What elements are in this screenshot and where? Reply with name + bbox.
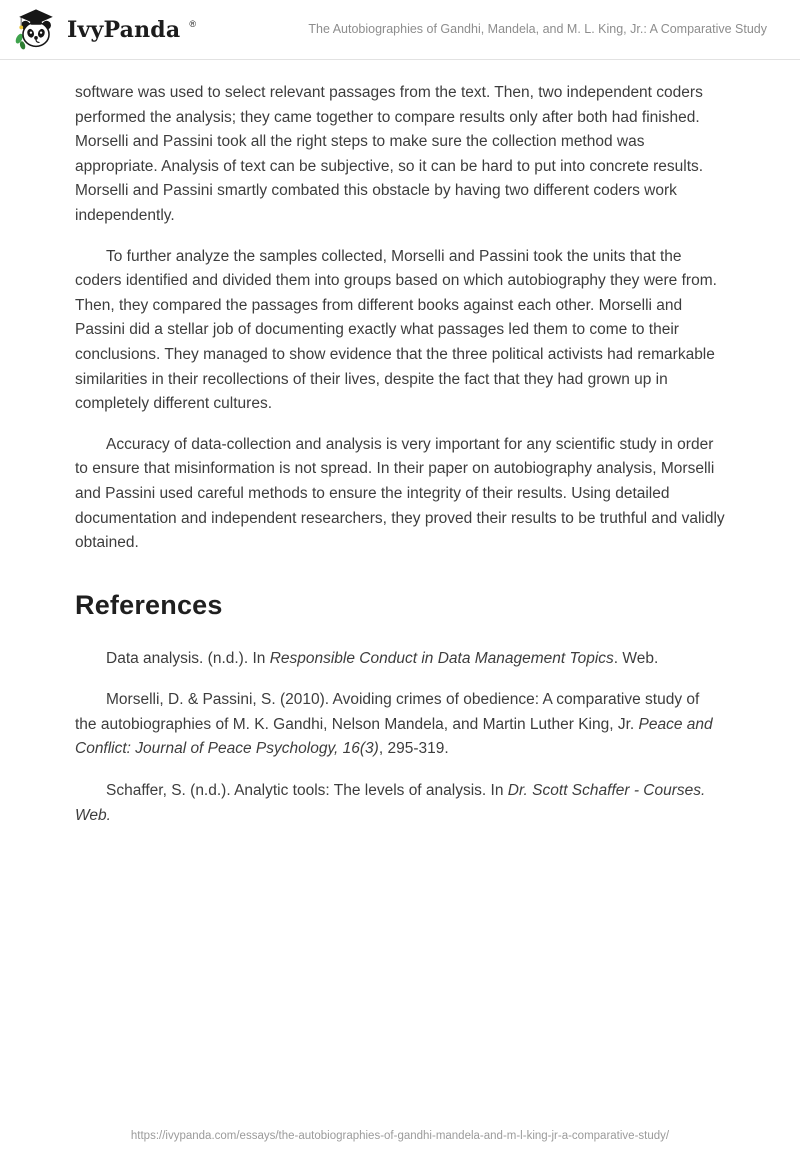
ref-text: , 295-319. — [378, 740, 449, 758]
ref-text: Data analysis. (n.d.). In — [106, 649, 270, 667]
paragraph-continuation: software was used to select relevant passages from the text. Then, two independent coders performed the analysis; they came together to compare results only after both had finished. Morselli and Passini took all the right steps to make sure the collection method was appropriate. Analysis of text can be subjective, so it can be hard to put into concrete results. Morselli and Passini smartly combated this obstacle by having two different coders work independently. — [75, 84, 704, 224]
document-title: The Autobiographies of Gandhi, Mandela, and M. L. King, Jr.: A Comparative Study — [308, 22, 767, 37]
paragraph: Accuracy of data-collection and analysis is very important for any scientific study in order to ensure that misinformation is not spread. In their paper on autobiography analysis, Morselli and Passini used careful methods to ensure the integrity of their results. Using detailed documentation and independent researchers, they proved their results to be truthful and validly obtained. — [75, 435, 725, 552]
reference-item — [75, 779, 725, 828]
brand-name: IvyPanda — [67, 16, 181, 43]
ref-text: Morselli, D. & Passini, S. (2010). Avoiding crimes of obedience: A comparative study of the autobiographies of M. K. Gandhi, Nelson Mandela, and Martin Luther King, Jr. — [75, 691, 700, 733]
brand-logo-link[interactable] — [13, 7, 195, 53]
page-footer — [0, 1126, 800, 1144]
ref-italic-title: Responsible Conduct in Data Management Topics — [269, 649, 614, 667]
ref-text: Schaffer, S. (n.d.). Analytic tools: The levels of analysis. In — [106, 782, 508, 800]
page-header — [0, 0, 800, 60]
references-heading: References — [75, 589, 223, 620]
registered-trademark: ® — [189, 18, 196, 29]
reference-item — [75, 647, 725, 672]
ref-italic-title: Peace and Conflict: Journal of Peace Psychology, 16(3) — [75, 715, 713, 758]
paragraph: To further analyze the samples collected, Morselli and Passini took the units that the coders identified and divided them into groups based on which autobiography they were from. Then, they compared the passages from different books against each other. Morselli and Passini did a stellar job of documenting exactly what passages led them to come to their conclusions. They managed to show evidence that the three political activists had remarkable similarities in their recollections of their lives, despite the fact that they had grown up in completely different cultures. — [75, 247, 717, 413]
footer-url-link[interactable]: https://ivypanda.com/essays/the-autobiographies-of-gandhi-mandela-and-m-l-king-jr-a-comparative-study/ — [130, 1130, 670, 1142]
essay-content — [0, 60, 800, 828]
ivypanda-panda-logo-icon — [13, 7, 59, 53]
ref-text: . Web. — [613, 649, 659, 667]
reference-item — [75, 688, 725, 762]
ref-italic-title: Dr. Scott Schaffer - Courses. Web. — [75, 782, 706, 824]
